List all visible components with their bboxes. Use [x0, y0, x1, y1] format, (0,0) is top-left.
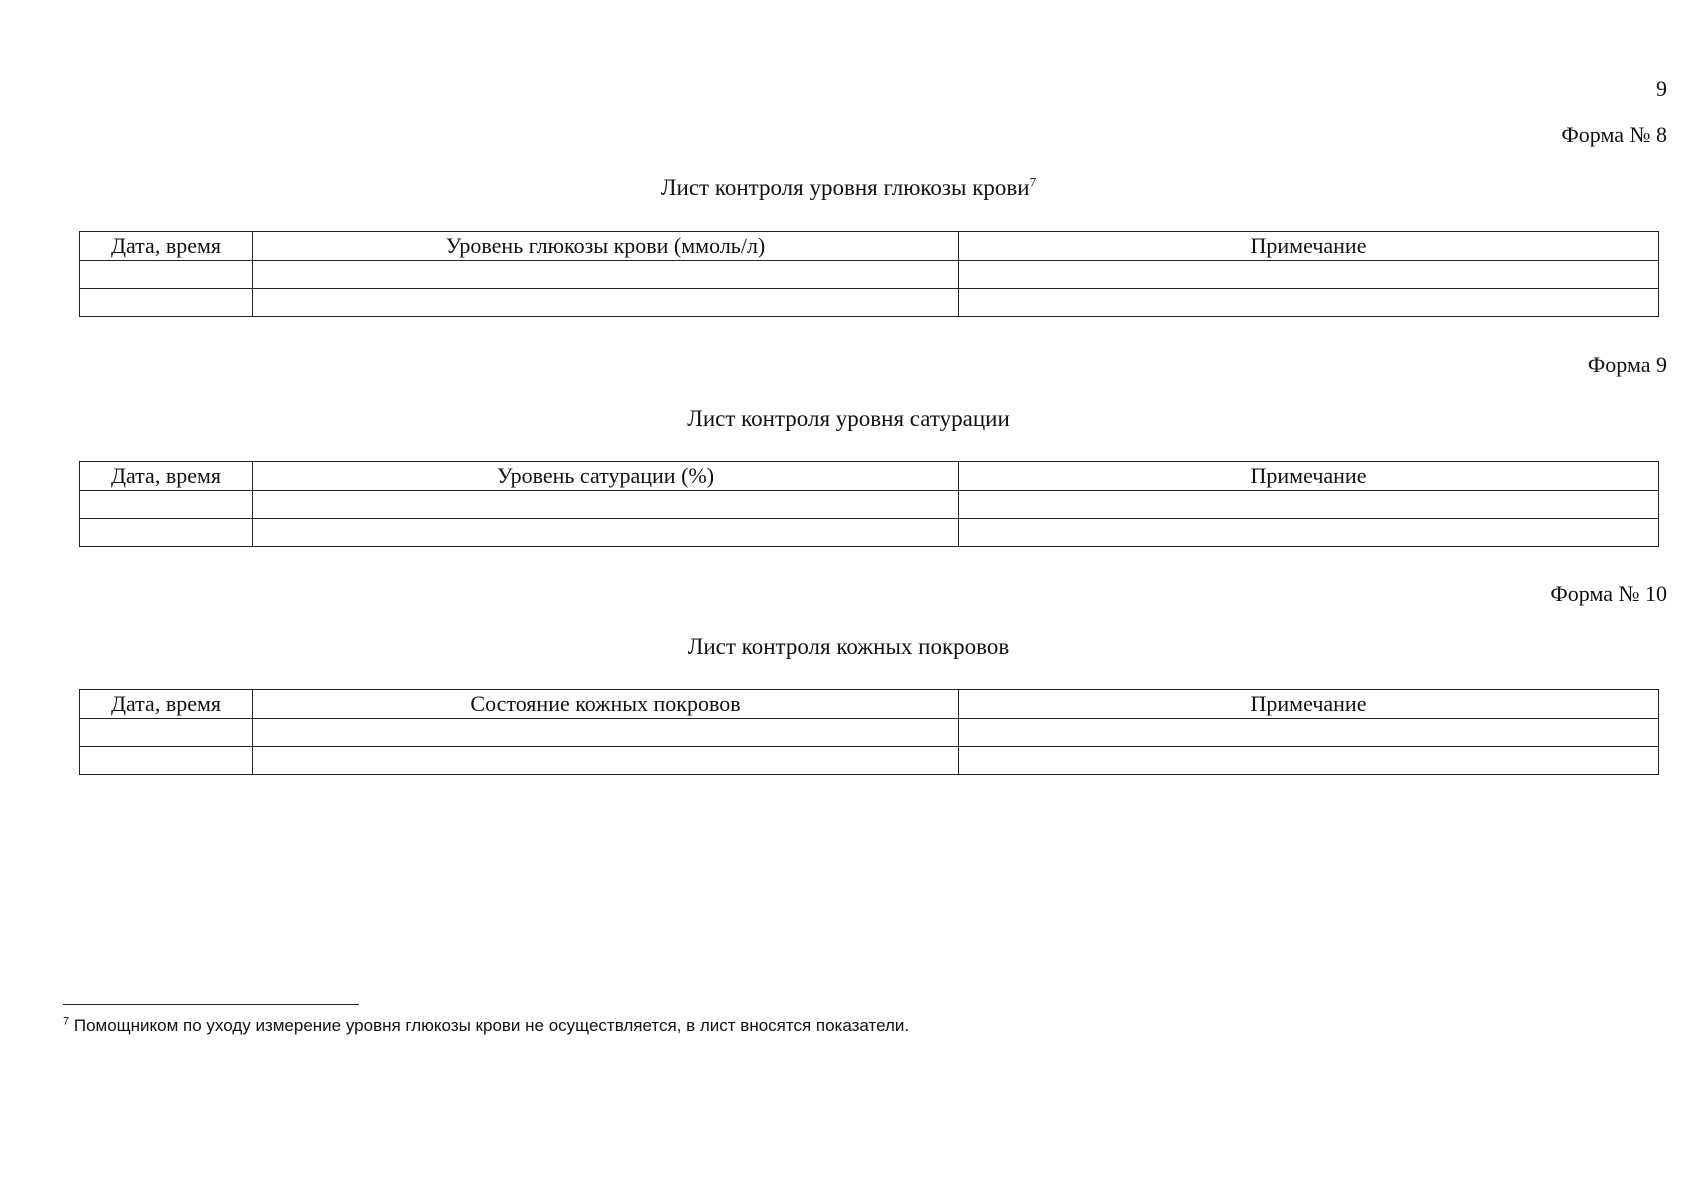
footnote-text: Помощником по уходу измерение уровня глюкозы крови не осуществляется, в лист вносятся показатели. — [73, 1016, 910, 1035]
column-header-skin-condition: Состояние кожных покровов — [253, 690, 959, 719]
form-8-title-text: Лист контроля уровня глюкозы крови — [660, 175, 1030, 200]
column-header-date-time: Дата, время — [80, 462, 253, 491]
table-cell[interactable] — [80, 719, 253, 747]
column-header-date-time: Дата, время — [80, 690, 253, 719]
column-header-note: Примечание — [959, 462, 1659, 491]
form-10-label: Форма № 10 — [1550, 581, 1667, 606]
skin-control-table — [79, 689, 1659, 775]
table-cell[interactable] — [959, 747, 1659, 775]
glucose-control-table — [79, 231, 1659, 317]
table-header-row — [80, 690, 1659, 719]
table-cell[interactable] — [959, 289, 1659, 317]
footnote — [63, 1016, 909, 1036]
table-row — [80, 519, 1659, 547]
column-header-date-time: Дата, время — [80, 232, 253, 261]
form-9-label: Форма 9 — [1587, 352, 1667, 377]
form-9-title: Лист контроля уровня сатурации — [687, 406, 1010, 431]
table-row — [80, 491, 1659, 519]
form-10-title: Лист контроля кожных покровов — [687, 634, 1010, 659]
table-cell[interactable] — [80, 747, 253, 775]
table-row — [80, 747, 1659, 775]
column-header-saturation-level: Уровень сатурации (%) — [253, 462, 959, 491]
table-cell[interactable] — [959, 519, 1659, 547]
table-cell[interactable] — [80, 491, 253, 519]
table-cell[interactable] — [253, 719, 959, 747]
column-header-glucose-level: Уровень глюкозы крови (ммоль/л) — [253, 232, 959, 261]
table-cell[interactable] — [959, 261, 1659, 289]
table-cell[interactable] — [253, 261, 959, 289]
table-cell[interactable] — [959, 719, 1659, 747]
footnote-divider — [63, 1004, 359, 1005]
table-cell[interactable] — [959, 491, 1659, 519]
table-header-row — [80, 462, 1659, 491]
table-row — [80, 719, 1659, 747]
form-8-title — [0, 175, 1697, 201]
table-cell[interactable] — [253, 747, 959, 775]
table-cell[interactable] — [80, 289, 253, 317]
table-cell[interactable] — [253, 491, 959, 519]
table-header-row — [80, 232, 1659, 261]
column-header-note: Примечание — [959, 232, 1659, 261]
page-number: 9 — [1656, 76, 1667, 101]
table-cell[interactable] — [253, 519, 959, 547]
saturation-control-table — [79, 461, 1659, 547]
footnote-reference-mark: 7 — [1029, 174, 1037, 190]
footnote-mark: 7 — [63, 1015, 70, 1028]
table-cell[interactable] — [253, 289, 959, 317]
table-cell[interactable] — [80, 519, 253, 547]
table-row — [80, 289, 1659, 317]
column-header-note: Примечание — [959, 690, 1659, 719]
form-8-label: Форма № 8 — [1561, 122, 1667, 147]
table-cell[interactable] — [80, 261, 253, 289]
table-row — [80, 261, 1659, 289]
